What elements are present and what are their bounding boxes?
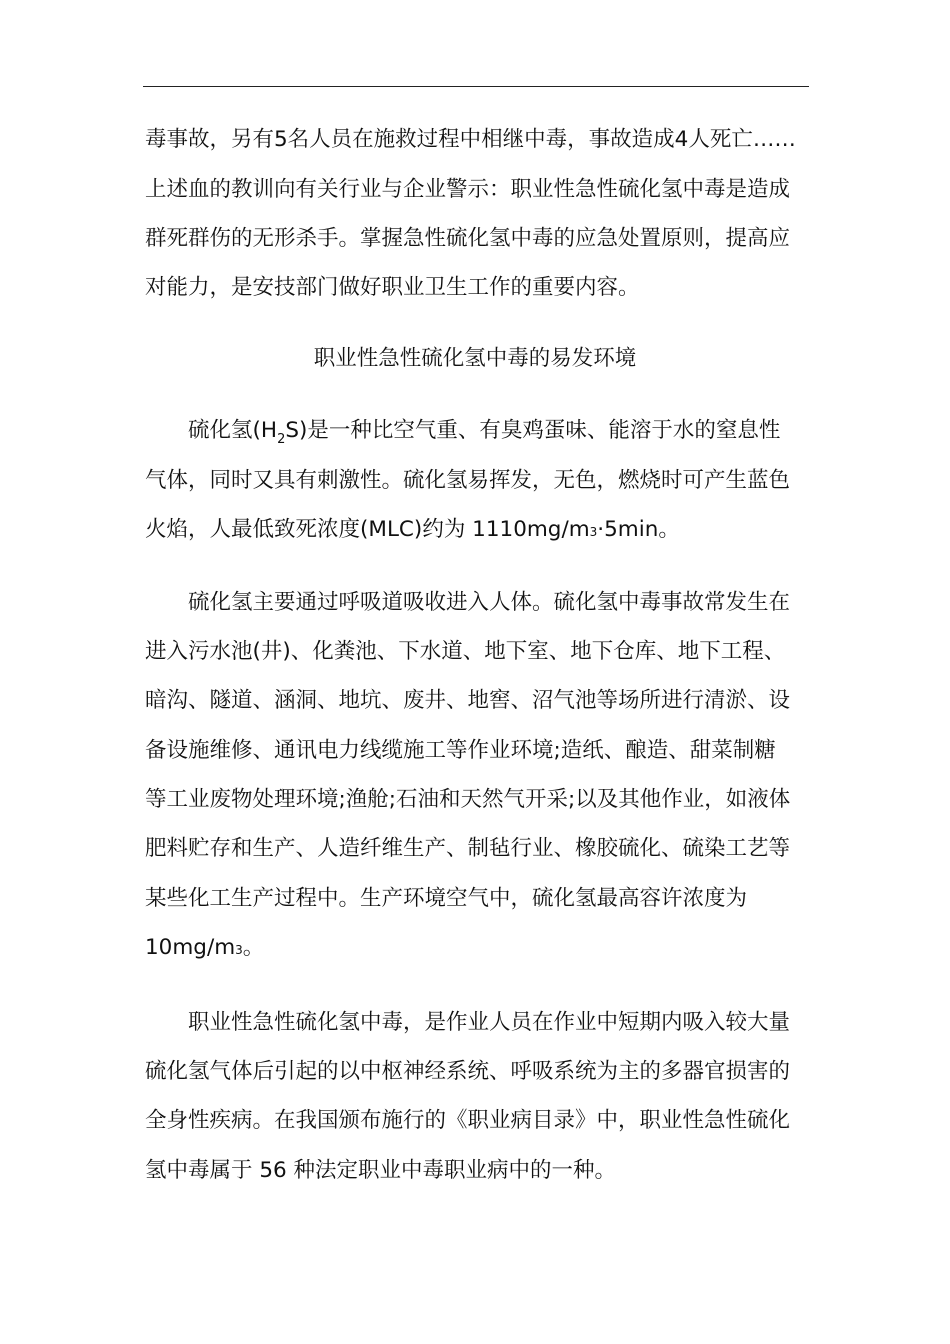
paragraph-3-line-8: [145, 931, 809, 965]
paragraph-2-line-3-end: ·5min。: [597, 517, 680, 542]
paragraph-2-line-1-start: 硫化氢(H: [188, 418, 278, 443]
paragraph-3-line-5: 等工业废物处理环境;渔舱;石油和天然气开采;以及其他作业，如液体: [145, 787, 791, 812]
m3-superscript: 3: [589, 525, 598, 539]
paragraph-4-line-3: 全身性疾病。在我国颁布施行的《职业病目录》中，职业性急性硫化: [145, 1108, 791, 1133]
paragraph-4-line-2: 硫化氢气体后引起的以中枢神经系统、呼吸系统为主的多器官损害的: [145, 1059, 791, 1084]
section-heading: 职业性急性硫化氢中毒的易发环境: [313, 346, 637, 371]
paragraph-3-line-3: 暗沟、隧道、涵洞、地坑、废井、地窖、沼气池等场所进行清淤、设: [145, 688, 791, 713]
m3-superscript-2: 3: [235, 943, 243, 957]
paragraph-1-line-4: 对能力，是安技部门做好职业卫生工作的重要内容。: [145, 275, 640, 300]
paragraph-3-line-6: 肥料贮存和生产、人造纤维生产、制毡行业、橡胶硫化、硫染工艺等: [145, 836, 791, 861]
paragraph-4-line-4: 氢中毒属于 56 种法定职业中毒职业病中的一种。: [145, 1158, 617, 1183]
paragraph-3-line-8-end: 。: [242, 935, 265, 960]
paragraph-3-line-1: 硫化氢主要通过呼吸道吸收进入人体。硫化氢中毒事故常发生在: [188, 590, 791, 615]
paragraph-1-line-3: 群死群伤的无形杀手。掌握急性硫化氢中毒的应急处置原则，提高应: [145, 226, 791, 251]
paragraph-2-line-1-end: S)是一种比空气重、有臭鸡蛋味、能溶于水的窒息性: [285, 418, 781, 443]
paragraph-1-line-1: 毒事故，另有5名人员在施救过程中相继中毒，事故造成4人死亡……: [145, 127, 796, 152]
paragraph-2-line-3: [145, 513, 809, 547]
paragraph-4-line-1: 职业性急性硫化氢中毒，是作业人员在作业中短期内吸入较大量: [188, 1010, 791, 1035]
header-rule: [143, 86, 809, 87]
paragraph-3-line-7: 某些化工生产过程中。生产环境空气中，硫化氢最高容许浓度为: [145, 886, 748, 911]
paragraph-2-line-2: 气体，同时又具有刺激性。硫化氢易挥发，无色，燃烧时可产生蓝色: [145, 468, 791, 493]
h2s-subscript: 2: [277, 432, 286, 447]
paragraph-1-line-2: 上述血的教训向有关行业与企业警示：职业性急性硫化氢中毒是造成: [145, 177, 791, 202]
paragraph-3-line-2: 进入污水池(井)、化粪池、下水道、地下室、地下仓库、地下工程、: [145, 639, 786, 664]
paragraph-2-line-3-start: 火焰，人最低致死浓度(MLC)约为 1110mg/m: [145, 517, 590, 542]
paragraph-3-line-4: 备设施维修、通讯电力线缆施工等作业环境;造纸、酿造、甜菜制糖: [145, 738, 776, 763]
paragraph-2-line-1: [188, 414, 809, 448]
paragraph-3-line-8-start: 10mg/m: [145, 935, 236, 960]
